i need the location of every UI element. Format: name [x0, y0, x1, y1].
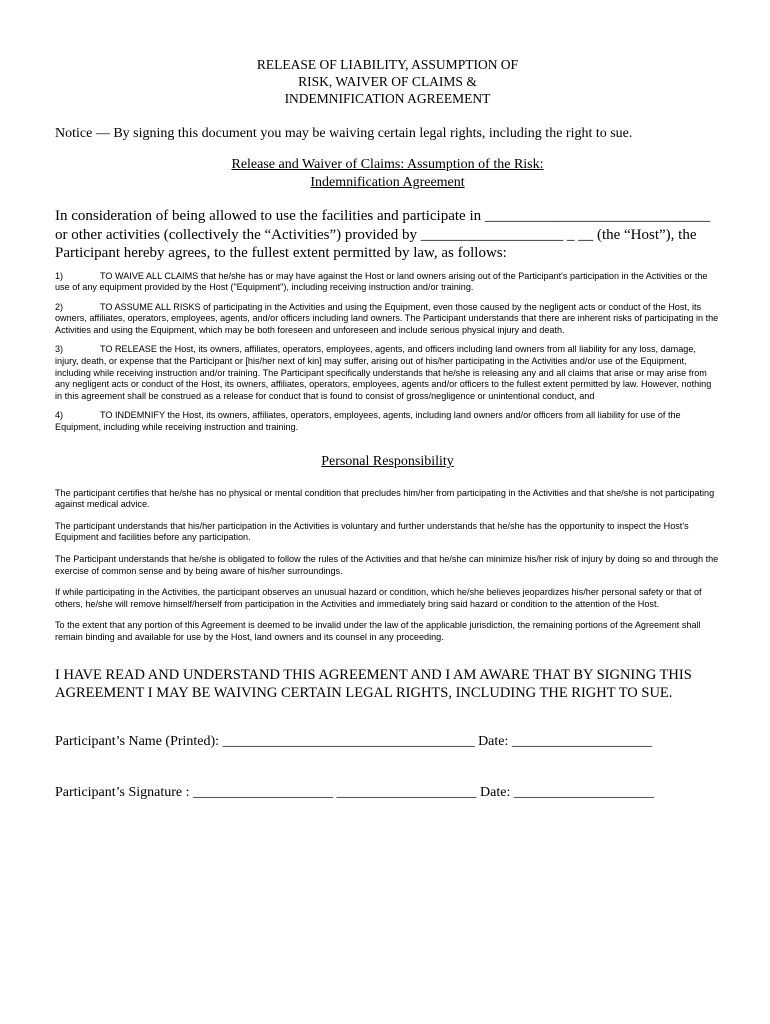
clause-number: 4) — [55, 410, 64, 421]
paragraph-medical-condition: The participant certifies that he/she has no physical or mental condition that precludes him/her from participating in the Activities and that she/she is not participating against medical advice. — [55, 487, 715, 510]
participant-name-line[interactable]: Participant’s Name (Printed): ____________________________________ Date: ____________________ — [55, 733, 652, 749]
subtitle-line: Indemnification Agreement — [310, 175, 465, 190]
clause-number: 2) — [55, 301, 64, 312]
notice-text: Notice — By signing this document you may be waiving certain legal rights, including the right to sue. — [55, 126, 633, 141]
clause-release — [55, 344, 720, 402]
clause-text: TO INDEMNIFY the Host, its owners, affiliates, operators, employees, agents, including land owners and/or officers from all liability for use of the Equipment, including while receiving instruction and training. — [55, 410, 681, 433]
clause-assume-risks — [55, 302, 720, 337]
subtitle-line: Release and Waiver of Claims: Assumption of the Risk: — [231, 157, 544, 172]
paragraph-severability: To the extent that any portion of this Agreement is deemed to be invalid under the law of the applicable jurisdiction, the remaining portions of the Agreement shall remain binding and available for use by the Host, land owners and its counsel in any proceeding. — [55, 620, 701, 642]
intro-paragraph — [55, 207, 720, 263]
clause-number: 3) — [55, 344, 64, 355]
paragraph-follow-rules: The Participant understands that he/she is obligated to follow the rules of the Activities and that he/she can minimize his/her risk of injury by doing so and through the exercise of common sense and by being aware of his/her surroundings. — [55, 554, 719, 576]
intro-line: In consideration of being allowed to use the facilities and participate in ______________________________ — [55, 208, 710, 224]
document-subtitle — [55, 156, 720, 192]
clause-text: TO WAIVE ALL CLAIMS that he/she has or may have against the Host or land owners arising out of the Participant's participation in the Activities or the use of any equipment provided by the Host ("Equipment"), including receiving instruction and/or training. — [55, 270, 708, 293]
participant-signature-line[interactable]: Participant’s Signature : ____________________ ____________________ Date: ____________________ — [55, 784, 654, 800]
clause-text: TO ASSUME ALL RISKS of participating in the Activities and using the Equipment, even those caused by the negligent acts or conduct of the Host, its owners, affiliates, operators, employees, agents, and/or officers including land owners. The Participant understands that there are inherent risks of participating in the Activities and using the Equipment, which may be both foreseen and unforeseen and include serious physical injury and death. — [55, 301, 719, 335]
intro-line: Participant hereby agrees, to the fullest extent permitted by law, as follows: — [55, 245, 507, 261]
waiver-document — [55, 56, 720, 802]
acknowledgement-statement: I HAVE READ AND UNDERSTAND THIS AGREEMENT AND I AM AWARE THAT BY SIGNING THIS AGREEMENT I MAY BE WAIVING CERTAIN LEGAL RIGHTS, INCLUDING THE RIGHT TO SUE. — [55, 666, 692, 701]
clause-waive-claims — [55, 271, 720, 294]
clause-text: TO RELEASE the Host, its owners, affiliates, operators, employees, agents, and officers including land owners from all liability for any loss, damage, injury, death, or expense that the Participant or [his/her next of kin] may suffer, arising out of his/her participating in the Activities and/or use of the Equipment, including while receiving instruction and/or training. The Participant specifically understands that he/she is releasing any and all claims that arise or may arise from any negligent acts or conduct of the Host, its owners, affiliates, operators, employees, agents and/or officers to the fullest extent permitted by law. However, nothing in this agreement shall be construed as a release for conduct that is found to consist of gross/negligence or unintentional conduct, and — [55, 344, 712, 401]
paragraph-voluntary-participation: The participant understands that his/her participation in the Activities is voluntary and further understands that he/she has the opportunity to inspect the Host's Equipment and facilities before any participation. — [55, 520, 689, 543]
section-heading-personal-responsibility: Personal Responsibility — [321, 453, 454, 469]
paragraph-unusual-hazard: If while participating in the Activities, the participant observes an unusual hazard or condition, which he/she believes jeopardizes his/her personal safety or that of others, he/she will remove himself/herself from participation in the Activities and immediately bring said hazard or condition to the attention of the Host. — [55, 587, 702, 609]
title-line: RELEASE OF LIABILITY, ASSUMPTION OF — [256, 57, 519, 72]
title-line: INDEMNIFICATION AGREEMENT — [284, 91, 491, 106]
clause-number: 1) — [55, 270, 64, 281]
intro-line: or other activities (collectively the “Activities”) provided by ___________________ _ __ (the “Host”), the — [55, 226, 697, 243]
title-line: RISK, WAIVER OF CLAIMS & — [298, 74, 477, 89]
clause-indemnify — [55, 410, 720, 433]
document-title — [55, 56, 720, 107]
